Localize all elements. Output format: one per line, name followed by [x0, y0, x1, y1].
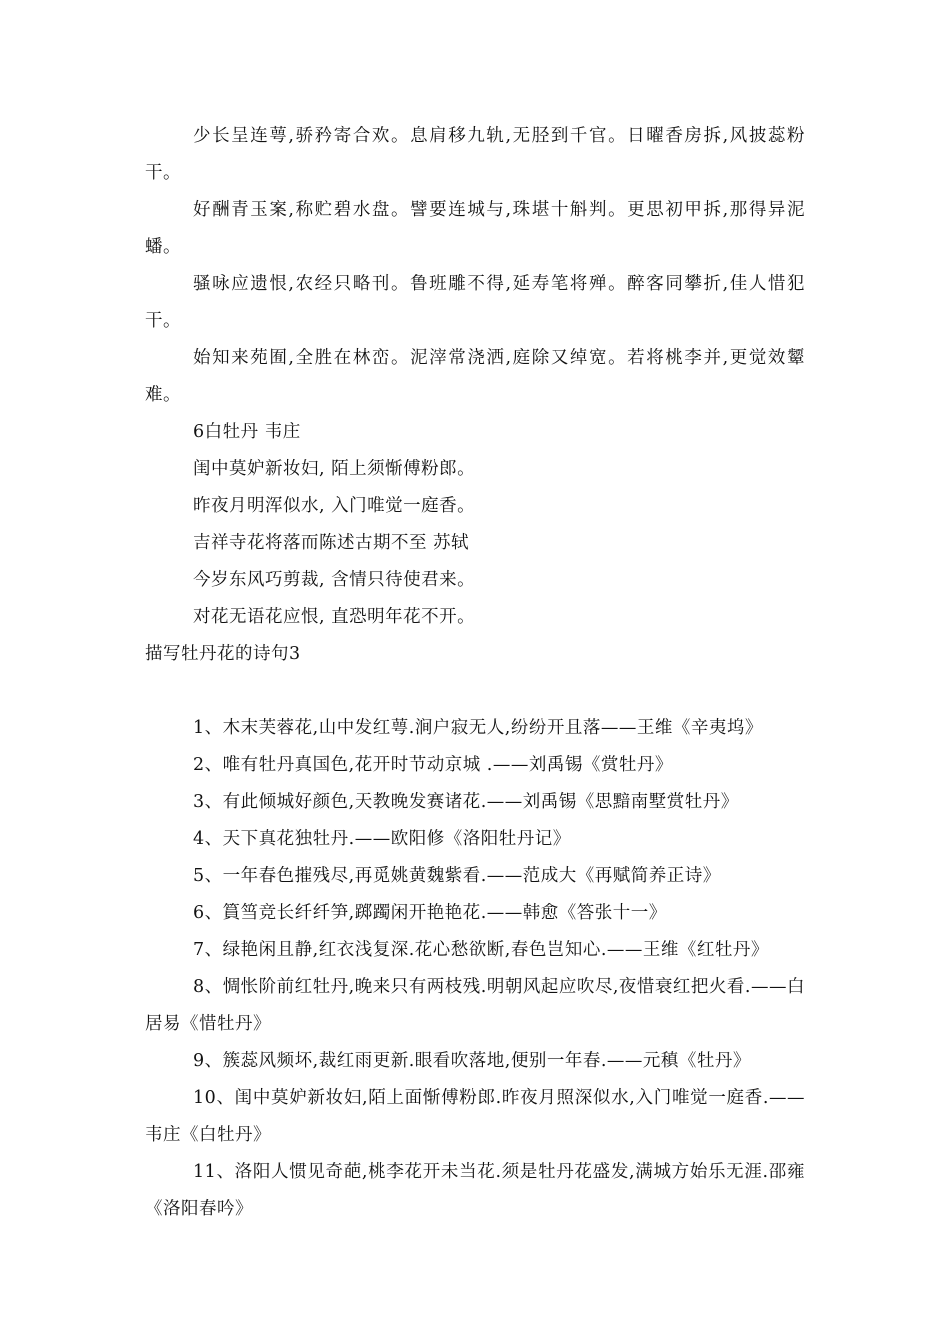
- list-item: 9、簇蕊风频坏,裁红雨更新.眼看吹落地,便别一年春.——元稹《牡丹》: [193, 1051, 751, 1071]
- poem-paragraph-2: 好酬青玉案,称贮碧水盘。譬要连城与,珠堪十斛判。更思初甲拆,那得异泥蟠。: [145, 200, 805, 257]
- list-item: 10、闺中莫妒新妆妇,陌上面惭傅粉郎.昨夜月照深似水,入门唯觉一庭香.——韦庄《白牡丹》: [145, 1088, 805, 1145]
- section-title: 描写牡丹花的诗句3: [145, 644, 301, 664]
- list-item: 1、木末芙蓉花,山中发红萼.涧户寂无人,纷纷开且落——王维《辛夷坞》: [193, 718, 763, 738]
- list-item: 4、天下真花独牡丹.——欧阳修《洛阳牡丹记》: [193, 829, 571, 849]
- list-item: 5、一年春色摧残尽,再觅姚黄魏紫看.——范成大《再赋简养正诗》: [193, 866, 721, 886]
- poem-line: 闺中莫妒新妆妇, 陌上须惭傅粉郎。: [193, 459, 476, 479]
- list-item: 6、篔筜竞长纤纤笋,踯躅闲开艳艳花.——韩愈《答张十一》: [193, 903, 667, 923]
- poem-title-jixiangsi: 吉祥寺花将落而陈述古期不至 苏轼: [193, 533, 470, 553]
- poem-title-bai-mudan: 6白牡丹 韦庄: [193, 422, 301, 442]
- poem-line: 昨夜月明浑似水, 入门唯觉一庭香。: [193, 496, 476, 516]
- poem-line: 今岁东风巧剪裁, 含情只待使君来。: [193, 570, 476, 590]
- poem-line: 对花无语花应恨, 直恐明年花不开。: [193, 607, 476, 627]
- blank-line: [145, 673, 805, 710]
- list-item: 2、唯有牡丹真国色,花开时节动京城 .——刘禹锡《赏牡丹》: [193, 755, 673, 775]
- list-item: 8、惆怅阶前红牡丹,晚来只有两枝残.明朝风起应吹尽,夜惜衰红把火看.——白居易《惜牡丹》: [145, 977, 805, 1034]
- poem-paragraph-1: 少长呈连萼,骄矜寄合欢。息肩移九轨,无胫到千官。日曜香房拆,风披蕊粉干。: [145, 126, 805, 183]
- list-item: 7、绿艳闲且静,红衣浅复深.花心愁欲断,春色岂知心.——王维《红牡丹》: [193, 940, 769, 960]
- poem-paragraph-3: 骚咏应遗恨,农经只略刊。鲁班雕不得,延寿笔将殚。醉客同攀折,佳人惜犯干。: [145, 274, 805, 331]
- poem-paragraph-4: 始知来苑囿,全胜在林峦。泥滓常浇洒,庭除又绰宽。若将桃李并,更觉效颦难。: [145, 348, 805, 405]
- list-item: 3、有此倾城好颜色,天教晚发赛诸花.——刘禹锡《思黯南墅赏牡丹》: [193, 792, 739, 812]
- list-item: 11、洛阳人惯见奇葩,桃李花开未当花.须是牡丹花盛发,满城方始乐无涯.邵雍《洛阳春吟》: [145, 1162, 805, 1219]
- document-body: [145, 118, 805, 1228]
